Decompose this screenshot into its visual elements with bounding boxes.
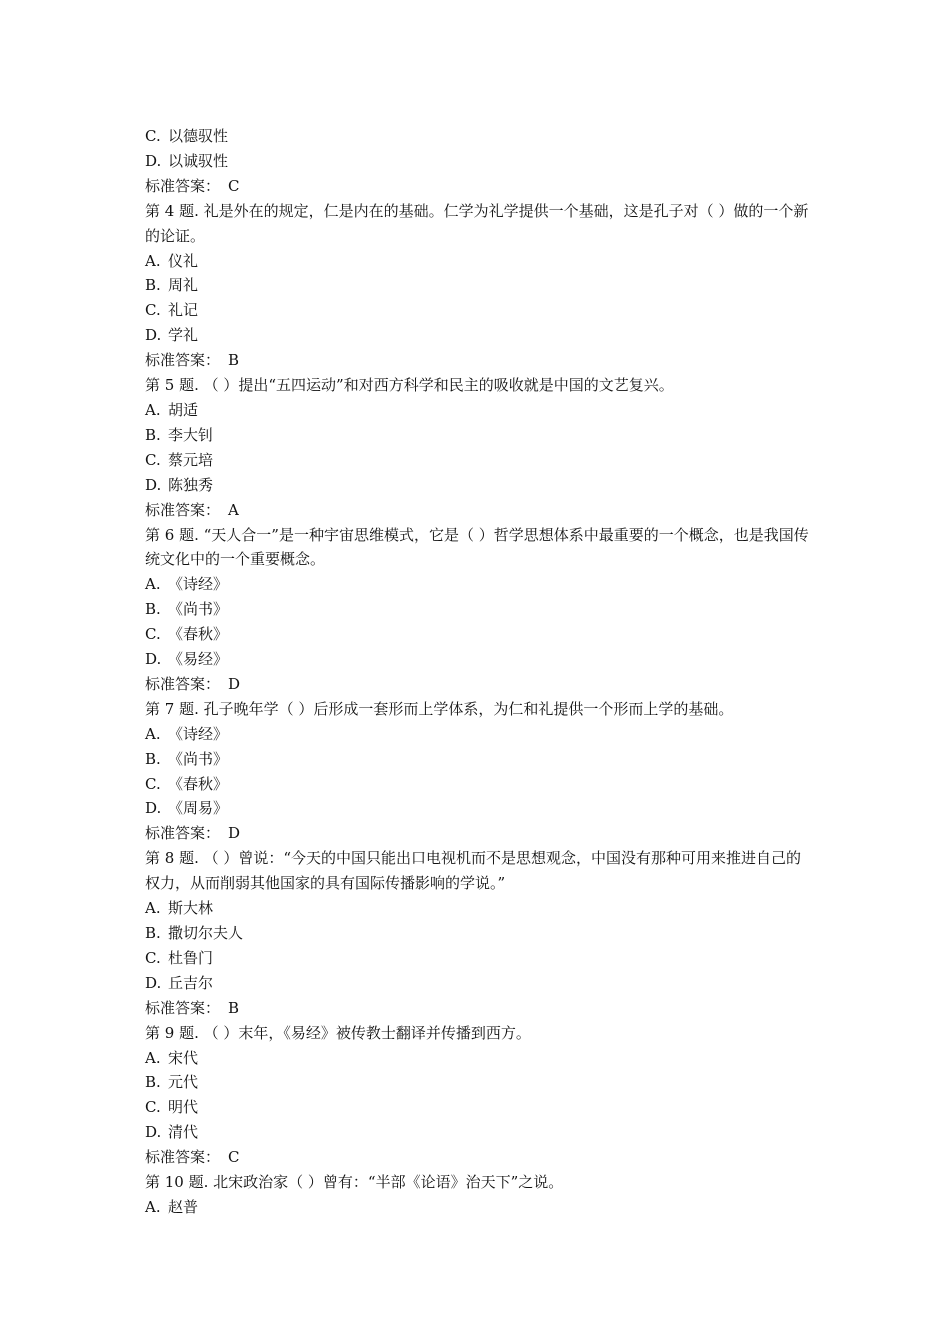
question-stem: 第 9 题. （ ）末年，《易经》被传教士翻译并传播到西方。 [145, 1023, 531, 1042]
option-text: 以德驭性 [168, 127, 229, 145]
answer-label: 标准答案： [145, 1148, 221, 1167]
answer-line [145, 174, 810, 199]
option-text: 清代 [168, 1123, 199, 1142]
option-line [145, 423, 810, 448]
answer-line [145, 821, 810, 846]
option-line [145, 1120, 810, 1145]
option-text: 《诗经》 [168, 724, 229, 743]
option-line [145, 298, 810, 323]
option-line [145, 249, 810, 274]
option-letter: C. [145, 127, 161, 145]
option-text: 《易经》 [168, 650, 229, 669]
option-letter: B. [145, 749, 161, 768]
option-line [145, 921, 810, 946]
option-line [145, 273, 810, 298]
option-line [145, 622, 810, 647]
option-line [145, 124, 810, 149]
option-text: 以诚驭性 [168, 151, 229, 170]
option-letter: A. [145, 1048, 161, 1067]
option-line [145, 1046, 810, 1071]
option-letter: D. [145, 799, 162, 818]
option-line [145, 1095, 810, 1120]
question-stem: 第 10 题. 北宋政治家（ ）曾有：“半部《论语》治天下”之说。 [145, 1173, 564, 1192]
option-line [145, 747, 810, 772]
answer-label: 标准答案： [145, 351, 221, 370]
option-text: 《春秋》 [168, 625, 229, 644]
option-text: 宋代 [168, 1048, 199, 1067]
option-text: 陈独秀 [168, 475, 214, 494]
option-line [145, 398, 810, 423]
option-line [145, 473, 810, 498]
answer-line [145, 672, 810, 697]
option-text: 明代 [168, 1098, 199, 1117]
question-stem: 第 4 题. 礼是外在的规定，仁是内在的基础。仁学为礼学提供一个基础，这是孔子对（ ）做的一个新的论证。 [145, 201, 809, 245]
option-text: 《尚书》 [168, 600, 229, 619]
option-letter: A. [145, 251, 161, 270]
option-letter: A. [145, 400, 161, 419]
answer-value: C [228, 1148, 240, 1167]
option-letter: A. [145, 575, 161, 594]
answer-value: D [228, 674, 241, 693]
option-line [145, 572, 810, 597]
answer-value: D [228, 824, 241, 843]
option-text: 《周易》 [168, 799, 229, 818]
option-letter: A. [145, 1197, 161, 1216]
answer-line [145, 348, 810, 373]
option-letter: C. [145, 948, 161, 967]
answer-label: 标准答案： [145, 176, 221, 195]
option-line [145, 149, 810, 174]
answer-label: 标准答案： [145, 674, 221, 693]
option-text: 杜鲁门 [168, 948, 214, 967]
option-text: 《春秋》 [168, 774, 229, 793]
answer-value: A [228, 500, 239, 519]
question-stem: 第 8 题. （ ）曾说：“今天的中国只能出口电视机而不是思想观念，中国没有那种可用来推进自己的权力，从而削弱其他国家的具有国际传播影响的学说。” [145, 849, 802, 893]
option-letter: D. [145, 475, 162, 494]
option-letter: C. [145, 1098, 161, 1117]
document-page [145, 124, 810, 1220]
option-letter: D. [145, 1123, 162, 1142]
option-letter: D. [145, 326, 162, 345]
option-line [145, 323, 810, 348]
option-text: 《诗经》 [168, 575, 229, 594]
option-text: 元代 [168, 1073, 199, 1092]
option-letter: B. [145, 924, 161, 942]
option-letter: A. [145, 724, 161, 743]
option-text: 《尚书》 [168, 749, 229, 768]
option-text: 撒切尔夫人 [168, 924, 244, 942]
answer-label: 标准答案： [145, 998, 221, 1017]
option-text: 斯大林 [168, 899, 214, 918]
option-line [145, 971, 810, 996]
option-line [145, 896, 810, 921]
option-letter: C. [145, 774, 161, 793]
option-text: 胡适 [168, 400, 199, 419]
option-text: 赵普 [168, 1197, 199, 1216]
option-letter: B. [145, 425, 161, 444]
option-line [145, 946, 810, 971]
option-letter: C. [145, 625, 161, 644]
option-letter: B. [145, 1073, 161, 1092]
option-text: 仪礼 [168, 251, 199, 270]
option-letter: B. [145, 600, 161, 619]
option-letter: C. [145, 301, 161, 320]
option-text: 蔡元培 [168, 450, 214, 469]
question-stem: 第 7 题. 孔子晚年学（ ）后形成一套形而上学体系，为仁和礼提供一个形而上学的基础。 [145, 699, 734, 718]
option-line [145, 1195, 810, 1220]
answer-line [145, 1145, 810, 1170]
option-letter: B. [145, 276, 161, 295]
option-letter: C. [145, 450, 161, 469]
option-letter: D. [145, 650, 162, 669]
answer-label: 标准答案： [145, 500, 221, 519]
option-letter: D. [145, 973, 162, 992]
question-stem: 第 6 题. “天人合一”是一种宇宙思维模式，它是（ ）哲学思想体系中最重要的一个概念，也是我国传统文化中的一个重要概念。 [145, 525, 809, 569]
option-text: 礼记 [168, 301, 199, 320]
question-stem: 第 5 题. （ ）提出“五四运动”和对西方科学和民主的吸收就是中国的文艺复兴。 [145, 376, 674, 395]
option-letter: D. [145, 151, 162, 170]
option-text: 李大钊 [168, 425, 214, 444]
option-text: 学礼 [168, 326, 199, 345]
answer-label: 标准答案： [145, 824, 221, 843]
answer-line [145, 498, 810, 523]
option-line [145, 772, 810, 797]
option-line [145, 647, 810, 672]
option-text: 丘吉尔 [168, 973, 214, 992]
option-line [145, 1070, 810, 1095]
answer-line [145, 996, 810, 1021]
option-line [145, 597, 810, 622]
option-line [145, 796, 810, 821]
answer-value: C [228, 176, 240, 195]
option-line [145, 448, 810, 473]
answer-value: B [228, 351, 240, 370]
option-text: 周礼 [168, 276, 199, 295]
option-line [145, 722, 810, 747]
option-letter: A. [145, 899, 161, 918]
answer-value: B [228, 998, 240, 1017]
